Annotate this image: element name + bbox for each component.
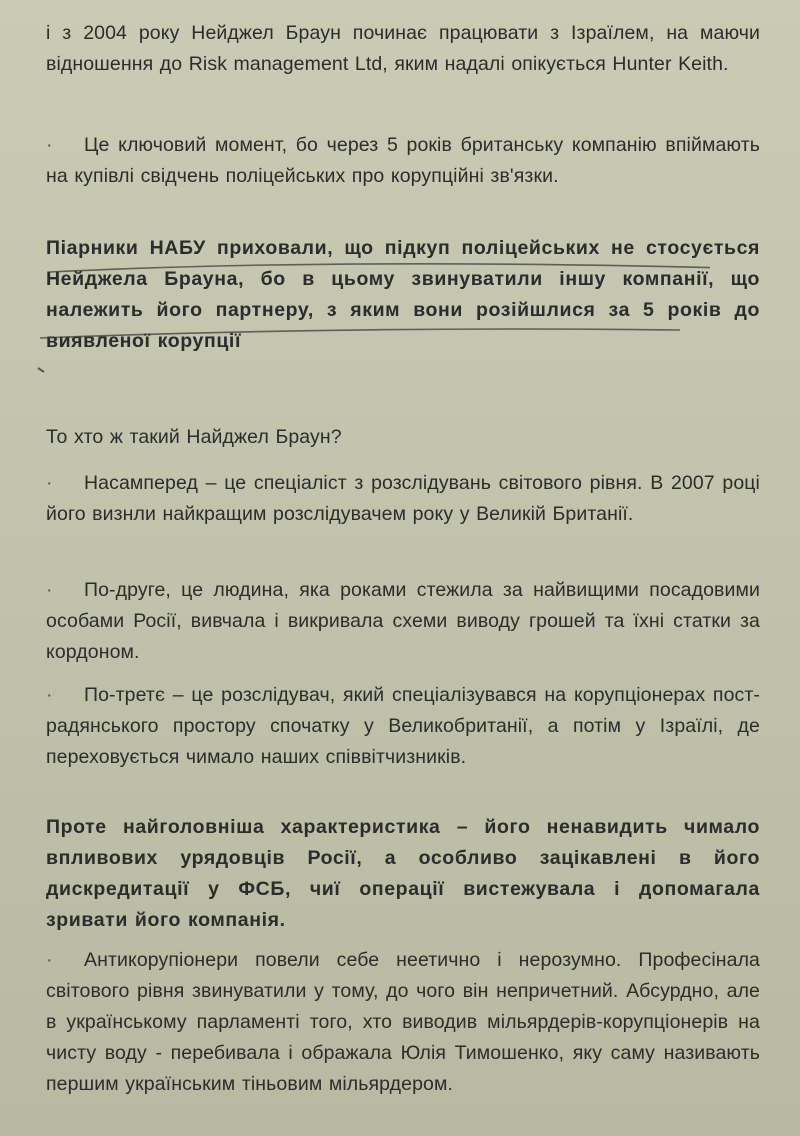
paragraph-text: То хто ж такий Найджел Браун? xyxy=(46,426,342,448)
paragraph-key-moment xyxy=(46,130,760,192)
paragraph-main-characteristic xyxy=(46,812,760,936)
paragraph-firstly xyxy=(46,468,760,530)
pen-underline-marks xyxy=(30,250,710,390)
paragraph-secondly xyxy=(46,575,760,668)
paragraph-text: По-третє – це розслідувач, який спеціалізувався на корупціонерах пост-радянського простору спочатку у Великобританії, а потім у Ізраїлі, де переховується чимало наших співвітчизників. xyxy=(46,684,760,768)
paragraph-thirdly xyxy=(46,680,760,773)
bullet-mark: · xyxy=(46,579,53,601)
bullet-mark: · xyxy=(46,472,53,494)
paragraph-text: Це ключовий момент, бо через 5 років британську компанію впіймають на купівлі свідчень поліцейських про корупційні зв'язки. xyxy=(46,134,760,187)
paragraph-text: і з 2004 року Нейджел Браун починає працювати з Ізраїлем, на маючи відношення до Risk management Ltd, яким надалі опікується Hunter Keith. xyxy=(46,22,760,75)
bullet-mark: · xyxy=(46,134,53,156)
paragraph-who-is-nigel xyxy=(46,422,760,453)
paragraph-text: Антикорупіонери повели себе неетично і нерозумно. Професінала світового рівня звинуватили у тому, до чого він непричетний. Абсурдно, але в українському парламенті того, хто виводив мільярдерів-корупціонерів на чисту воду - перебивала і ображала Юлія Тимошенко, яку саму називають першим українським тіньовим мільярдером. xyxy=(46,949,760,1095)
paragraph-text: По-друге, це людина, яка роками стежила за найвищими посадовими особами Росії, вивчала і викривала схеми виводу грошей та їхні статки за кордоном. xyxy=(46,579,760,663)
paragraph-nigel-israel xyxy=(46,18,760,80)
paragraph-text: Проте найголовніша характеристика – його ненавидить чимало впливових урядовців Росії, а особливо зацікавлені в його дискредитації у ФСБ, чиї операції вистежувала і допомагала зривати його компанія. xyxy=(46,816,760,931)
bullet-mark: · xyxy=(46,684,53,706)
paragraph-text: Насамперед – це спеціаліст з розслідувань світового рівня. В 2007 році його визнли найкращим розслідувачем року у Великій Британії. xyxy=(46,472,760,525)
bullet-mark: · xyxy=(46,949,53,971)
paragraph-text: Піарники НАБУ приховали, що підкуп поліцейських не стосується Нейджела Брауна, бо в цьому звинуватили іншу компанії, що належить його партнеру, з яким вони розійшлися за 5 років до виявленої корупції xyxy=(46,237,760,352)
paragraph-anticorruption xyxy=(46,945,760,1100)
